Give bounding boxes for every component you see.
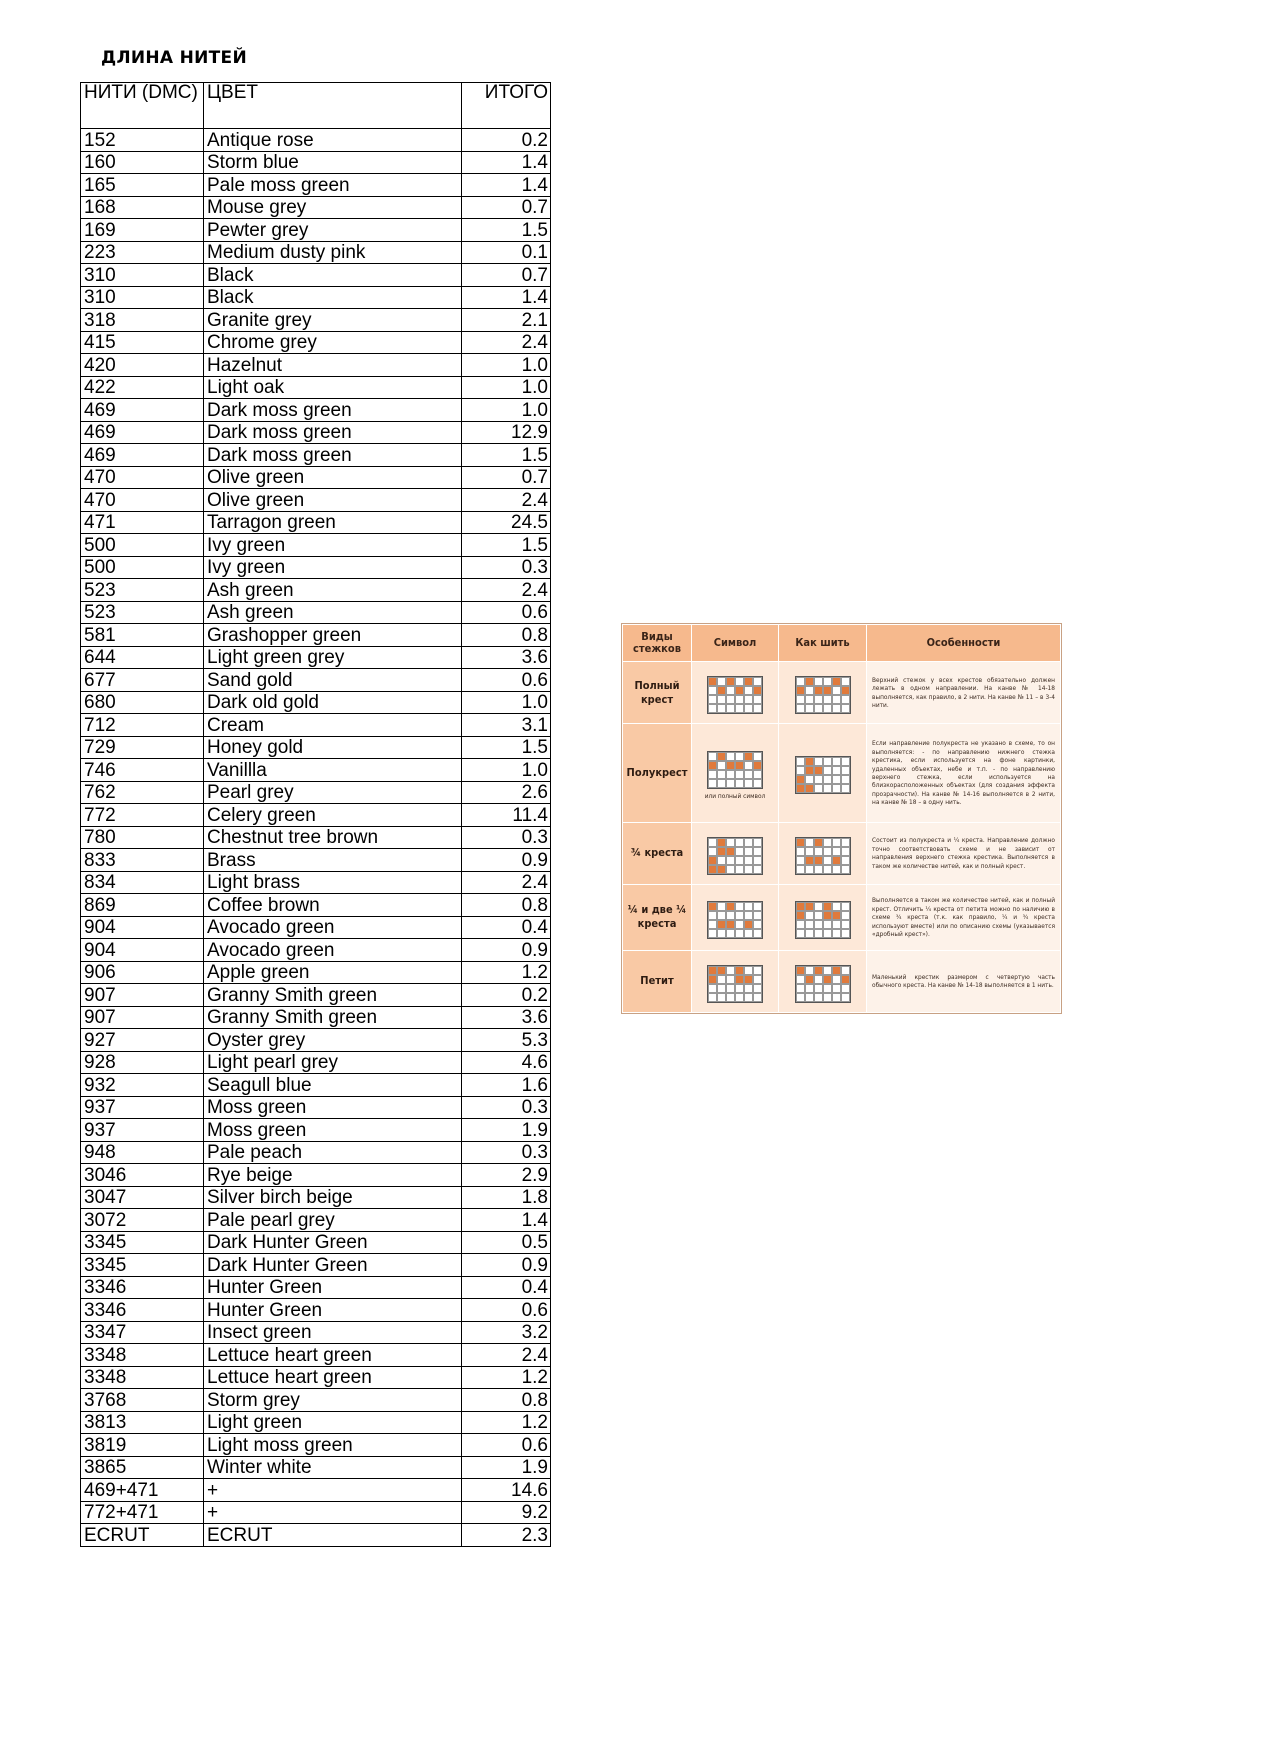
guide-how-cell xyxy=(779,950,867,1012)
table-row xyxy=(81,916,551,939)
cell-total: 1.6 xyxy=(462,1074,551,1097)
table-row xyxy=(81,691,551,714)
cell-thread-number: 3865 xyxy=(81,1456,204,1479)
table-row xyxy=(81,804,551,827)
table-row xyxy=(81,1231,551,1254)
cell-color-name: + xyxy=(204,1501,462,1524)
guide-header-features: Особенности xyxy=(867,625,1061,662)
cell-total: 1.5 xyxy=(462,736,551,759)
cell-thread-number: 469 xyxy=(81,444,204,467)
cell-total: 1.4 xyxy=(462,1209,551,1232)
guide-symbol-cell xyxy=(692,950,779,1012)
cell-thread-number: 422 xyxy=(81,376,204,399)
cell-total: 0.1 xyxy=(462,241,551,264)
cell-thread-number: 644 xyxy=(81,646,204,669)
cell-total: 0.3 xyxy=(462,1096,551,1119)
cell-total: 11.4 xyxy=(462,804,551,827)
cell-color-name: Moss green xyxy=(204,1119,462,1142)
cell-color-name: Storm grey xyxy=(204,1389,462,1412)
stitch-how-diagram xyxy=(795,901,851,939)
cell-total: 1.4 xyxy=(462,286,551,309)
cell-color-name: Pewter grey xyxy=(204,219,462,242)
cell-total: 0.6 xyxy=(462,1299,551,1322)
table-row xyxy=(81,219,551,242)
header-total: ИТОГО xyxy=(462,83,551,129)
cell-total: 0.6 xyxy=(462,1434,551,1457)
stitch-symbol-diagram xyxy=(707,965,763,1003)
cell-color-name: Dark moss green xyxy=(204,421,462,444)
cell-thread-number: 937 xyxy=(81,1119,204,1142)
cell-total: 1.5 xyxy=(462,219,551,242)
cell-thread-number: 680 xyxy=(81,691,204,714)
cell-thread-number: 310 xyxy=(81,264,204,287)
cell-total: 2.4 xyxy=(462,331,551,354)
cell-total: 0.2 xyxy=(462,129,551,152)
table-row xyxy=(81,264,551,287)
cell-total: 0.2 xyxy=(462,984,551,1007)
guide-stitch-label: Петит xyxy=(623,950,692,1012)
thread-length-table xyxy=(80,82,551,1547)
cell-thread-number: 523 xyxy=(81,601,204,624)
cell-color-name: Dark Hunter Green xyxy=(204,1254,462,1277)
cell-total: 1.0 xyxy=(462,399,551,422)
table-row xyxy=(81,511,551,534)
cell-thread-number: 223 xyxy=(81,241,204,264)
cell-color-name: Ash green xyxy=(204,601,462,624)
cell-thread-number: 3348 xyxy=(81,1344,204,1367)
guide-symbol-cell xyxy=(692,884,779,950)
cell-thread-number: 469 xyxy=(81,399,204,422)
table-row xyxy=(81,1456,551,1479)
cell-total: 0.9 xyxy=(462,1254,551,1277)
cell-color-name: Olive green xyxy=(204,489,462,512)
cell-total: 2.1 xyxy=(462,309,551,332)
cell-thread-number: 3813 xyxy=(81,1411,204,1434)
cell-color-name: Ash green xyxy=(204,579,462,602)
table-row xyxy=(81,1321,551,1344)
guide-description: Состоит из полукреста и ¼ креста. Направление должно точно соответствовать схеме и не зависит от направления верхнего стежка крестика. Выполняется в таком же количестве нитей, как и полный крест. xyxy=(867,822,1061,884)
cell-color-name: Chrome grey xyxy=(204,331,462,354)
cell-color-name: + xyxy=(204,1479,462,1502)
cell-color-name: Ivy green xyxy=(204,534,462,557)
cell-total: 0.8 xyxy=(462,624,551,647)
cell-color-name: Insect green xyxy=(204,1321,462,1344)
cell-thread-number: 469+471 xyxy=(81,1479,204,1502)
cell-color-name: Granite grey xyxy=(204,309,462,332)
table-row xyxy=(81,534,551,557)
cell-thread-number: 318 xyxy=(81,309,204,332)
table-row xyxy=(81,151,551,174)
table-row xyxy=(81,1119,551,1142)
cell-total: 2.4 xyxy=(462,1344,551,1367)
cell-color-name: Apple green xyxy=(204,961,462,984)
guide-stitch-label: ¼ и две ¼ креста xyxy=(623,884,692,950)
cell-color-name: Vanillla xyxy=(204,759,462,782)
guide-stitch-label: ¾ креста xyxy=(623,822,692,884)
cell-thread-number: 904 xyxy=(81,939,204,962)
cell-color-name: Granny Smith green xyxy=(204,1006,462,1029)
cell-color-name: Cream xyxy=(204,714,462,737)
cell-total: 5.3 xyxy=(462,1029,551,1052)
cell-total: 1.0 xyxy=(462,759,551,782)
cell-color-name: Oyster grey xyxy=(204,1029,462,1052)
page-title: ДЛИНА НИТЕЙ xyxy=(101,48,247,68)
cell-thread-number: 712 xyxy=(81,714,204,737)
table-row xyxy=(81,556,551,579)
table-row xyxy=(81,1434,551,1457)
cell-color-name: Pale pearl grey xyxy=(204,1209,462,1232)
guide-header-symbol: Символ xyxy=(692,625,779,662)
cell-total: 2.4 xyxy=(462,579,551,602)
cell-thread-number: 152 xyxy=(81,129,204,152)
cell-thread-number: 3046 xyxy=(81,1164,204,1187)
cell-total: 0.3 xyxy=(462,1141,551,1164)
cell-thread-number: 168 xyxy=(81,196,204,219)
cell-thread-number: 762 xyxy=(81,781,204,804)
stitch-symbol-diagram xyxy=(707,751,763,789)
cell-thread-number: 470 xyxy=(81,466,204,489)
cell-thread-number: ECRUT xyxy=(81,1524,204,1547)
table-row xyxy=(81,1074,551,1097)
cell-color-name: Sand gold xyxy=(204,669,462,692)
cell-color-name: Light green xyxy=(204,1411,462,1434)
guide-symbol-cell xyxy=(692,822,779,884)
cell-thread-number: 310 xyxy=(81,286,204,309)
cell-color-name: Pale peach xyxy=(204,1141,462,1164)
table-row xyxy=(81,781,551,804)
stitch-types-guide xyxy=(621,623,1062,1014)
cell-total: 1.0 xyxy=(462,354,551,377)
cell-thread-number: 746 xyxy=(81,759,204,782)
cell-color-name: Honey gold xyxy=(204,736,462,759)
cell-total: 1.2 xyxy=(462,1366,551,1389)
guide-description: Верхний стежок у всех крестов обязательно должен лежать в одном направлении. На канве № 14-18 выполняется, как правило, в 2 нити. На канве № 11 – в 3-4 нити. xyxy=(867,662,1061,724)
cell-thread-number: 470 xyxy=(81,489,204,512)
cell-total: 0.3 xyxy=(462,556,551,579)
cell-color-name: Pale moss green xyxy=(204,174,462,197)
table-row xyxy=(81,939,551,962)
cell-thread-number: 415 xyxy=(81,331,204,354)
table-row xyxy=(81,399,551,422)
cell-color-name: Lettuce heart green xyxy=(204,1344,462,1367)
cell-total: 0.7 xyxy=(462,466,551,489)
table-row xyxy=(81,961,551,984)
table-row xyxy=(81,444,551,467)
guide-stitch-label: Полный крест xyxy=(623,662,692,724)
guide-header-types: Виды стежков xyxy=(623,625,692,662)
table-row xyxy=(81,1276,551,1299)
cell-total: 1.0 xyxy=(462,691,551,714)
cell-color-name: Seagull blue xyxy=(204,1074,462,1097)
cell-total: 1.4 xyxy=(462,174,551,197)
cell-total: 1.0 xyxy=(462,376,551,399)
guide-how-cell xyxy=(779,822,867,884)
table-row xyxy=(81,984,551,1007)
table-header-row xyxy=(81,83,551,129)
table-row xyxy=(81,1254,551,1277)
table-row xyxy=(81,849,551,872)
table-row xyxy=(81,1164,551,1187)
cell-total: 0.5 xyxy=(462,1231,551,1254)
cell-color-name: Silver birch beige xyxy=(204,1186,462,1209)
table-row xyxy=(81,1344,551,1367)
cell-thread-number: 907 xyxy=(81,1006,204,1029)
cell-thread-number: 500 xyxy=(81,556,204,579)
table-row xyxy=(81,826,551,849)
cell-color-name: Hazelnut xyxy=(204,354,462,377)
cell-total: 0.6 xyxy=(462,601,551,624)
table-row xyxy=(81,759,551,782)
guide-description: Выполняется в таком же количестве нитей, как и полный крест. Отличить ¼ креста от петита можно по наличию в схеме ¾ креста (т.к. как правило, ¼ и ¾ креста используют вместе) или по описанию схемы (указывается «дробный крест»). xyxy=(867,884,1061,950)
stitch-how-diagram xyxy=(795,676,851,714)
guide-row xyxy=(623,950,1061,1012)
table-row xyxy=(81,376,551,399)
cell-thread-number: 471 xyxy=(81,511,204,534)
cell-color-name: Antique rose xyxy=(204,129,462,152)
guide-description: Маленький крестик размером с четвертую часть обычного креста. На канве № 14-18 выполняется в 1 нить. xyxy=(867,950,1061,1012)
cell-thread-number: 928 xyxy=(81,1051,204,1074)
cell-color-name: Rye beige xyxy=(204,1164,462,1187)
table-row xyxy=(81,669,551,692)
table-row xyxy=(81,624,551,647)
cell-thread-number: 833 xyxy=(81,849,204,872)
table-row xyxy=(81,579,551,602)
table-row xyxy=(81,1186,551,1209)
cell-thread-number: 3047 xyxy=(81,1186,204,1209)
table-row xyxy=(81,1096,551,1119)
cell-total: 2.4 xyxy=(462,871,551,894)
stitch-how-diagram xyxy=(795,756,851,794)
table-row xyxy=(81,421,551,444)
cell-color-name: Mouse grey xyxy=(204,196,462,219)
cell-color-name: Storm blue xyxy=(204,151,462,174)
stitch-how-diagram xyxy=(795,837,851,875)
cell-thread-number: 772 xyxy=(81,804,204,827)
cell-total: 0.8 xyxy=(462,1389,551,1412)
cell-thread-number: 3768 xyxy=(81,1389,204,1412)
table-row xyxy=(81,1299,551,1322)
cell-color-name: Ivy green xyxy=(204,556,462,579)
cell-total: 3.6 xyxy=(462,1006,551,1029)
cell-thread-number: 420 xyxy=(81,354,204,377)
table-row xyxy=(81,174,551,197)
table-row xyxy=(81,871,551,894)
stitch-how-diagram xyxy=(795,965,851,1003)
cell-thread-number: 3345 xyxy=(81,1231,204,1254)
cell-total: 3.2 xyxy=(462,1321,551,1344)
cell-color-name: Hunter Green xyxy=(204,1299,462,1322)
cell-total: 1.4 xyxy=(462,151,551,174)
cell-color-name: Light green grey xyxy=(204,646,462,669)
cell-thread-number: 927 xyxy=(81,1029,204,1052)
cell-thread-number: 3346 xyxy=(81,1276,204,1299)
table-row xyxy=(81,1141,551,1164)
cell-thread-number: 3346 xyxy=(81,1299,204,1322)
cell-thread-number: 3345 xyxy=(81,1254,204,1277)
cell-total: 1.5 xyxy=(462,444,551,467)
cell-color-name: Lettuce heart green xyxy=(204,1366,462,1389)
cell-thread-number: 581 xyxy=(81,624,204,647)
cell-thread-number: 772+471 xyxy=(81,1501,204,1524)
cell-thread-number: 729 xyxy=(81,736,204,759)
table-row xyxy=(81,894,551,917)
cell-total: 12.9 xyxy=(462,421,551,444)
cell-thread-number: 932 xyxy=(81,1074,204,1097)
table-row xyxy=(81,1029,551,1052)
cell-color-name: Coffee brown xyxy=(204,894,462,917)
cell-total: 0.3 xyxy=(462,826,551,849)
cell-total: 0.8 xyxy=(462,894,551,917)
cell-total: 0.9 xyxy=(462,849,551,872)
header-color: ЦВЕТ xyxy=(204,83,462,129)
cell-total: 1.5 xyxy=(462,534,551,557)
cell-total: 14.6 xyxy=(462,1479,551,1502)
cell-total: 4.6 xyxy=(462,1051,551,1074)
table-row xyxy=(81,601,551,624)
stitch-symbol-diagram xyxy=(707,901,763,939)
cell-total: 24.5 xyxy=(462,511,551,534)
table-row xyxy=(81,646,551,669)
cell-thread-number: 3347 xyxy=(81,1321,204,1344)
guide-row xyxy=(623,724,1061,823)
cell-thread-number: 834 xyxy=(81,871,204,894)
cell-color-name: ECRUT xyxy=(204,1524,462,1547)
table-row xyxy=(81,1524,551,1547)
cell-thread-number: 780 xyxy=(81,826,204,849)
cell-thread-number: 523 xyxy=(81,579,204,602)
cell-color-name: Chestnut tree brown xyxy=(204,826,462,849)
cell-color-name: Dark moss green xyxy=(204,444,462,467)
table-row xyxy=(81,129,551,152)
cell-thread-number: 907 xyxy=(81,984,204,1007)
guide-how-cell xyxy=(779,724,867,823)
cell-total: 2.4 xyxy=(462,489,551,512)
cell-thread-number: 937 xyxy=(81,1096,204,1119)
cell-thread-number: 904 xyxy=(81,916,204,939)
cell-total: 0.7 xyxy=(462,264,551,287)
cell-total: 3.6 xyxy=(462,646,551,669)
table-row xyxy=(81,196,551,219)
cell-color-name: Light oak xyxy=(204,376,462,399)
cell-thread-number: 677 xyxy=(81,669,204,692)
stitch-symbol-diagram xyxy=(707,676,763,714)
cell-color-name: Granny Smith green xyxy=(204,984,462,1007)
cell-thread-number: 906 xyxy=(81,961,204,984)
guide-symbol-caption: или полный символ xyxy=(704,791,766,800)
cell-thread-number: 3072 xyxy=(81,1209,204,1232)
cell-color-name: Avocado green xyxy=(204,939,462,962)
cell-thread-number: 3819 xyxy=(81,1434,204,1457)
table-row xyxy=(81,1006,551,1029)
cell-total: 0.4 xyxy=(462,916,551,939)
table-row xyxy=(81,286,551,309)
cell-thread-number: 3348 xyxy=(81,1366,204,1389)
table-row xyxy=(81,466,551,489)
table-row xyxy=(81,354,551,377)
cell-thread-number: 469 xyxy=(81,421,204,444)
table-row xyxy=(81,1389,551,1412)
cell-color-name: Avocado green xyxy=(204,916,462,939)
cell-total: 0.6 xyxy=(462,669,551,692)
cell-color-name: Winter white xyxy=(204,1456,462,1479)
stitch-symbol-diagram xyxy=(707,837,763,875)
cell-color-name: Brass xyxy=(204,849,462,872)
guide-row xyxy=(623,884,1061,950)
cell-color-name: Dark old gold xyxy=(204,691,462,714)
cell-total: 3.1 xyxy=(462,714,551,737)
table-row xyxy=(81,736,551,759)
cell-total: 1.2 xyxy=(462,1411,551,1434)
cell-color-name: Celery green xyxy=(204,804,462,827)
guide-stitch-label: Полукрест xyxy=(623,724,692,823)
table-row xyxy=(81,1366,551,1389)
table-row xyxy=(81,241,551,264)
table-row xyxy=(81,1051,551,1074)
cell-thread-number: 948 xyxy=(81,1141,204,1164)
cell-color-name: Light pearl grey xyxy=(204,1051,462,1074)
table-row xyxy=(81,714,551,737)
cell-color-name: Black xyxy=(204,264,462,287)
cell-color-name: Grashopper green xyxy=(204,624,462,647)
guide-how-cell xyxy=(779,662,867,724)
cell-color-name: Light moss green xyxy=(204,1434,462,1457)
cell-thread-number: 160 xyxy=(81,151,204,174)
cell-color-name: Olive green xyxy=(204,466,462,489)
cell-total: 1.8 xyxy=(462,1186,551,1209)
guide-row xyxy=(623,662,1061,724)
table-row xyxy=(81,1501,551,1524)
cell-color-name: Pearl grey xyxy=(204,781,462,804)
cell-total: 1.9 xyxy=(462,1456,551,1479)
table-row xyxy=(81,1479,551,1502)
cell-total: 0.4 xyxy=(462,1276,551,1299)
cell-total: 2.3 xyxy=(462,1524,551,1547)
cell-color-name: Hunter Green xyxy=(204,1276,462,1299)
table-row xyxy=(81,1209,551,1232)
guide-row xyxy=(623,822,1061,884)
table-row xyxy=(81,489,551,512)
cell-total: 0.9 xyxy=(462,939,551,962)
table-row xyxy=(81,1411,551,1434)
cell-total: 1.9 xyxy=(462,1119,551,1142)
table-row xyxy=(81,331,551,354)
cell-color-name: Medium dusty pink xyxy=(204,241,462,264)
cell-color-name: Black xyxy=(204,286,462,309)
cell-color-name: Dark moss green xyxy=(204,399,462,422)
guide-description: Если направление полукреста не указано в схеме, то он выполняется: - по направлению нижнего стежка крестика, если используется на фоне картинки, удаленных объектах, небе и т.п. - по направлению верхнего стежка, если используется на близкорасположенных объектах (для создания эффекта прозрачности). На канве № 14-16 выполняется в 2 нити, на канве № 18 – в одну нить. xyxy=(867,724,1061,823)
table-row xyxy=(81,309,551,332)
cell-thread-number: 169 xyxy=(81,219,204,242)
cell-total: 1.2 xyxy=(462,961,551,984)
cell-total: 2.6 xyxy=(462,781,551,804)
guide-header-how: Как шить xyxy=(779,625,867,662)
cell-total: 9.2 xyxy=(462,1501,551,1524)
cell-thread-number: 500 xyxy=(81,534,204,557)
cell-color-name: Moss green xyxy=(204,1096,462,1119)
cell-color-name: Dark Hunter Green xyxy=(204,1231,462,1254)
header-thread-number: НИТИ (DMC) xyxy=(81,83,204,129)
cell-thread-number: 165 xyxy=(81,174,204,197)
cell-color-name: Tarragon green xyxy=(204,511,462,534)
guide-symbol-cell xyxy=(692,662,779,724)
guide-how-cell xyxy=(779,884,867,950)
cell-total: 0.7 xyxy=(462,196,551,219)
cell-total: 2.9 xyxy=(462,1164,551,1187)
cell-thread-number: 869 xyxy=(81,894,204,917)
guide-symbol-cell xyxy=(692,724,779,823)
cell-color-name: Light brass xyxy=(204,871,462,894)
